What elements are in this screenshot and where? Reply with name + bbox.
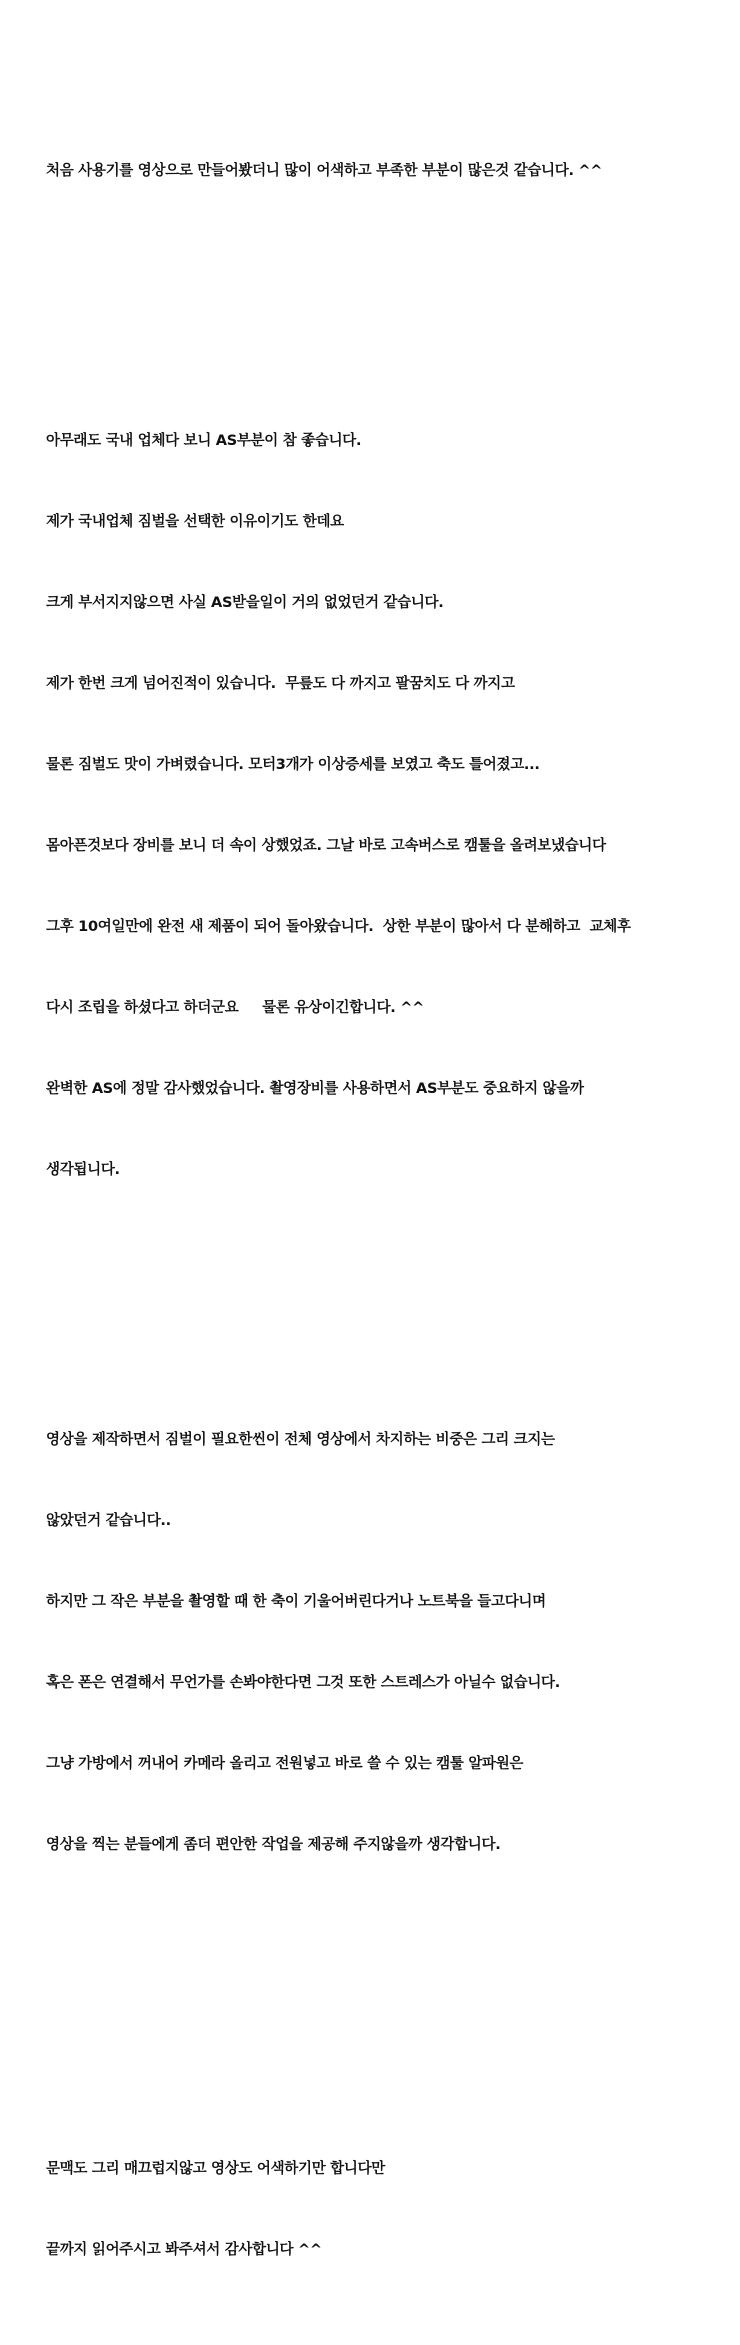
- document-body: [46, 50, 726, 2345]
- text-line: 제가 국내업체 짐벌을 선택한 이유이기도 한데요: [46, 514, 344, 530]
- text-line: 끝까지 읽어주시고 봐주셔서 감사합니다 ^^: [46, 2242, 322, 2258]
- paragraph-as-service: [46, 374, 726, 1238]
- text-line: 하지만 그 작은 부분을 촬영할 때 한 축이 기울어버린다거나 노트북을 들고다니며: [46, 1594, 546, 1610]
- text-line: 제가 한번 크게 넘어진적이 있습니다. 무릎도 다 까지고 팔꿈치도 다 까지고: [46, 676, 515, 692]
- text-line: 완벽한 AS에 정말 감사했었습니다. 촬영장비를 사용하면서 AS부분도 중요하지 않을까: [46, 1081, 584, 1097]
- text-line: 문맥도 그리 매끄럽지않고 영상도 어색하기만 합니다만: [46, 2161, 385, 2177]
- text-line: 아무래도 국내 업체다 보니 AS부분이 참 좋습니다.: [46, 433, 362, 449]
- text-line: 몸아픈것보다 장비를 보니 더 속이 상했었죠. 그날 바로 고속버스로 캠툴을 올려보냈습니다: [46, 838, 606, 854]
- paragraph-gimbal-usage: [46, 1373, 726, 1913]
- text-line: 그냥 가방에서 꺼내어 카메라 올리고 전원넣고 바로 쓸 수 있는 캠툴 알파원은: [46, 1756, 524, 1772]
- text-line: 처음 사용기를 영상으로 만들어봤더니 많이 어색하고 부족한 부분이 많은것 같습니다. ^^: [46, 163, 603, 179]
- text-line: 혹은 폰은 연결해서 무언가를 손봐야한다면 그것 또한 스트레스가 아닐수 없습니다.: [46, 1675, 560, 1691]
- text-line: 물론 짐벌도 맛이 가벼렸습니다. 모터3개가 이상증세를 보였고 축도 틀어졌고...: [46, 757, 540, 773]
- text-line: 크게 부서지지않으면 사실 AS받을일이 거의 없었던거 같습니다.: [46, 595, 444, 611]
- text-line: 영상을 찍는 분들에게 좀더 편안한 작업을 제공해 주지않을까 생각합니다.: [46, 1837, 501, 1853]
- paragraph-intro: [46, 104, 726, 239]
- paragraph-closing: [46, 2102, 726, 2318]
- text-line: 않았던거 같습니다..: [46, 1513, 171, 1529]
- text-line: 영상을 제작하면서 짐벌이 필요한씬이 전체 영상에서 차지하는 비중은 그리 크지는: [46, 1432, 555, 1448]
- text-line: 다시 조립을 하셨다고 하더군요 물론 유상이긴합니다. ^^: [46, 1000, 424, 1016]
- text-line: 생각됩니다.: [46, 1162, 120, 1178]
- text-line: 그후 10여일만에 완전 새 제품이 되어 돌아왔습니다. 상한 부분이 많아서 다 분해하고 교체후: [46, 919, 631, 935]
